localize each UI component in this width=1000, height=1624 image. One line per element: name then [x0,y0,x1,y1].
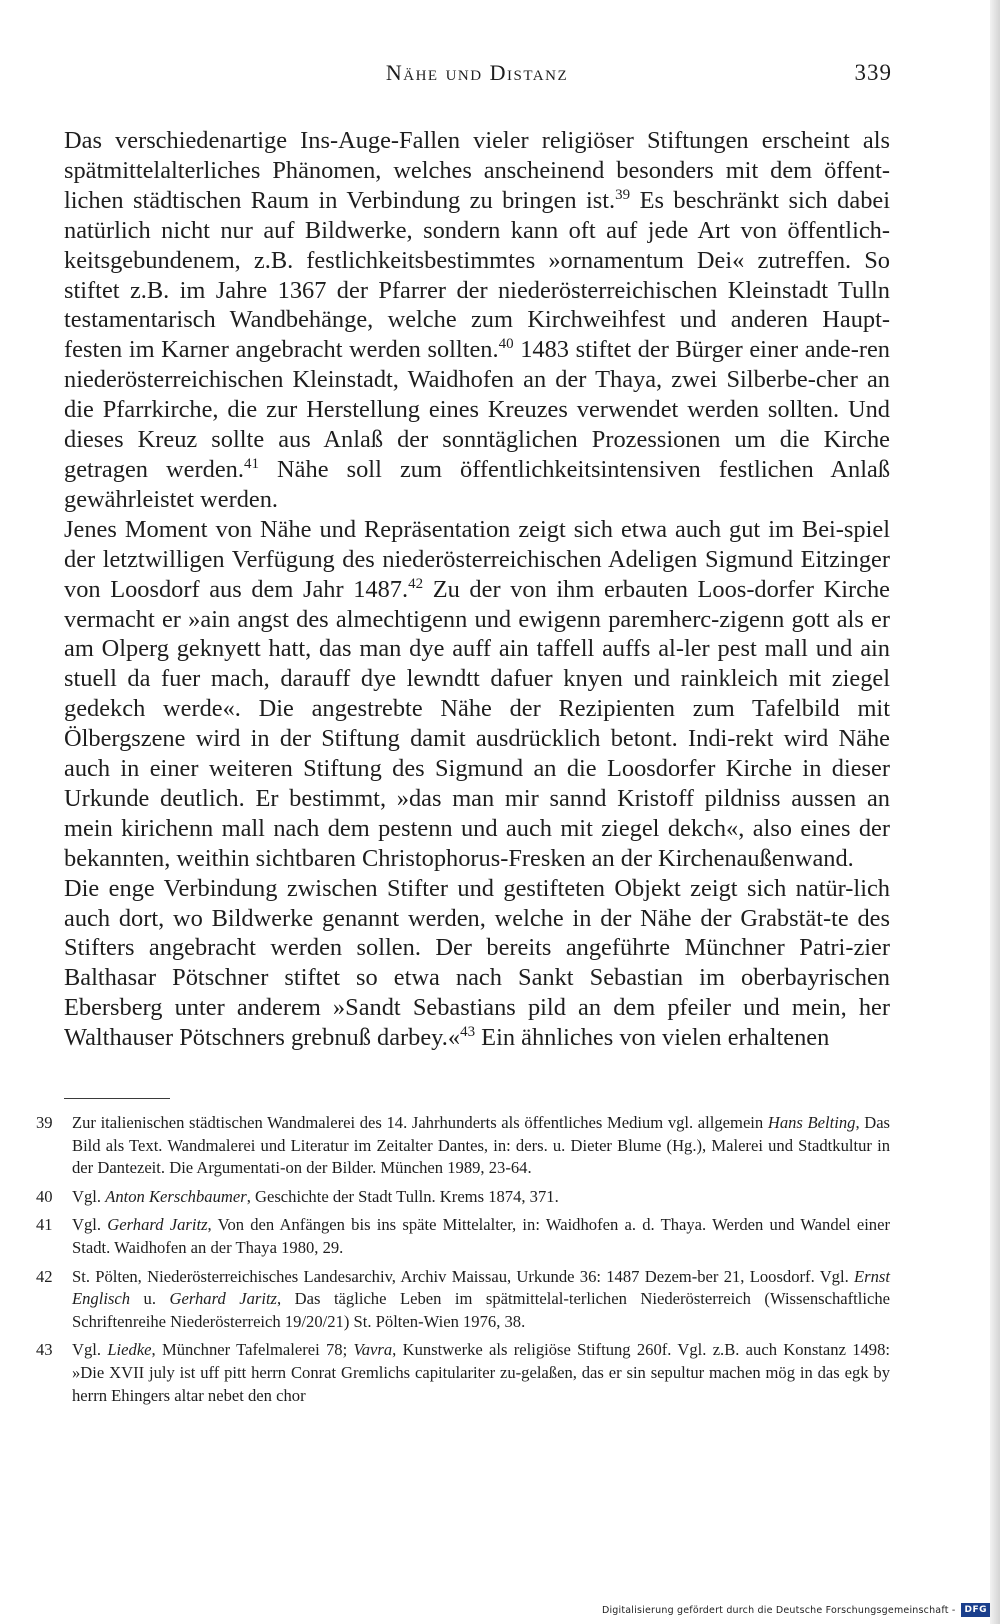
footnote-segment: St. Pölten, Niederösterreichisches Landesarchiv, Archiv Maissau, Urkunde 36: 1487 Dezem-ber 21, Loosdorf. Vgl. [72,1266,855,1286]
paragraph-text: Die enge Verbindung zwischen Stifter und gestifteten Objekt zeigt sich natür-lich auch dort, wo Bildwerke genannt werden, welche in der Nähe der Grabstät-te des Stifters angebracht werden sollen. Der bereits angeführte Münchner Patri-zier Balthasar Pötschner stiftet so etwa nach Sankt Sebastian im oberbayrischen Ebersberg unter anderem »Sandt Sebastians pild an dem pfeiler und mein, her Walthauser Pötschners grebnuß darbey.« [64,874,890,1052]
footnote-segment: , Kunstwerke als religiöse Stiftung 260f. Vgl. z.B. auch Konstanz 1498: »Die XVII july ist uff pitt herrn Conrat Gremlichs capitulariter zu-gelaßen, das er sin sepultur machen mög in das egk by herrn Ehingers altar nebet den chor [72,1340,891,1405]
footnote-segment: Vgl. [72,1186,106,1206]
paragraph-text: Nähe soll zum öffentlichkeitsintensiven festlichen Anlaß gewährleistet werden. [64,455,891,513]
cited-author: Vavra [353,1340,393,1360]
footnote-segment: u. [130,1289,170,1309]
footnote-text [72,1112,890,1180]
footnote-number: 43 [36,1340,53,1360]
paragraph-text: Jenes Moment von Nähe und Repräsentation zeigt sich etwa auch gut im Bei-spiel der letztwilligen Verfügung des niederösterreichischen Adeligen Sigmund Eitzinger von Loosdorf aus dem Jahr 1487. [64,515,890,603]
footnote-segment: Zur italienischen städtischen Wandmalerei des 14. Jahrhunderts als öffentliches Medium vgl. allgemein [72,1113,768,1132]
cited-author: Gerhard Jaritz [169,1289,278,1309]
footnote-mark: 41 [243,455,259,472]
footnote [36,1186,890,1209]
footnote-mark: 40 [498,336,514,353]
cited-author: Anton Kerschbaumer [105,1186,247,1206]
cited-author: Hans Belting [767,1113,856,1132]
footnote-text [72,1339,890,1407]
footnote-segment: Vgl. [72,1340,108,1360]
page-edge-shadow [990,0,1000,1624]
footnote-number: 40 [36,1186,53,1206]
footnote-text [72,1214,890,1259]
footnote [36,1266,890,1334]
running-title: Nähe und Distanz [385,60,569,85]
footnote-text [72,1266,890,1334]
paragraph-text: Das verschiedenartige Ins-Auge-Fallen vieler religiöser Stiftungen erscheint als spätmittelalterliches Phänomen, welches anscheinend besonders mit dem öffent-lichen städtischen Raum in Verbindung zu bringen ist. [64,127,890,214]
running-head [62,60,892,94]
paragraph-text: 1483 stiftet der Bürger einer ande-ren niederösterreichischen Kleinstadt, Waidhofen an der Thaya, zwei Silberbe-cher an die Pfarrkirche, die zur Herstellung eines Kreuzes verwendet werden sollten. Und dieses Kreuz sollte aus Anlaß der sonntäglichen Prozessionen um die Kirche getragen werden. [64,336,891,483]
cited-author: Liedke [107,1340,152,1360]
footnote-mark: 42 [408,575,424,592]
footnote-number: 41 [36,1215,53,1235]
footnote-text [72,1186,890,1209]
footnote-mark: 39 [615,186,631,203]
footnote-rule [64,1098,170,1099]
footnote-number: 42 [36,1266,53,1286]
footnote-segment: , Von den Anfängen bis ins späte Mittelalter, in: Waidhofen a. d. Thaya. Werden und Wandel einer Stadt. Waidhofen an der Thaya 1980, 29. [72,1215,890,1257]
footnote-segment: , Das Bild als Text. Wandmalerei und Literatur im Zeitalter Dantes, in: ders. u. Dieter Blume (Hg.), Malerei und Stadtkultur in der Dantezeit. Die Argumentati-on der Bilder. München 1989, 23-64. [72,1113,891,1178]
body-text [64,126,890,1053]
paragraph-text: Es beschränkt sich dabei natürlich nicht nur auf Bildwerke, sondern kann oft auf jede Art von öffentlich-keitsgebundenem, z.B. festlichkeitsbestimmtes »ornamentum Dei« zutreffen. So stiftet z.B. im Jahre 1367 der Pfarrer der niederösterreichischen Kleinstadt Tulln testamentarisch Wandbehänge, welche zum Kirchweihfest und anderen Haupt-festen im Karner angebracht werden sollten. [64,186,890,364]
footnote-mark: 43 [460,1024,476,1041]
body-paragraph [64,126,890,515]
footnote-segment: Vgl. [72,1215,108,1235]
cited-author: Ernst Englisch [72,1266,890,1309]
footnote-segment: , Das tägliche Leben im spätmittelal-terlichen Niederösterreich (Wissenschaftliche Schriftenreihe Niederösterreich 19/20/21) St. Pölten-Wien 1976, 38. [72,1289,890,1331]
paragraph-text: Zu der von ihm erbauten Loos-dorfer Kirche vermacht er »ain angst des almechtigenn und ewigenn paremherc-zigenn gott als er am Olperg geknyett hatt, das man dye auff ain taffell auffs al-ler pest mall und ain stuell da fuer mach, darauff dye lewndtt dafuer knyen und rainkleich mit ziegel gedekch werde«. Die angestrebte Nähe der Rezipienten zum Tafelbild mit Ölbergszene wird in der Stiftung damit ausdrücklich betont. Indi-rekt wird Nähe auch in einer weiteren Stiftung des Sigmund an die Loosdorfer Kirche in dieser Urkunde deutlich. Er bestimmt, »das man mir sannd Kristoff pildniss aussen an mein kirichenn mall nach dem pestenn und auch mit ziegel dekch«, also eines der bekannten, weithin sichtbaren Christophorus-Fresken an der Kirchenaußenwand. [64,575,890,872]
footnote-segment: , Münchner Tafelmalerei 78; [151,1340,354,1360]
footnote [36,1339,890,1407]
footnote [36,1112,890,1180]
page-number: 339 [854,60,892,85]
footnote-number: 39 [36,1113,53,1132]
dfg-logo: DFG [961,1603,990,1617]
footnote [36,1214,890,1259]
footnotes [36,1112,890,1413]
cited-author: Gerhard Jaritz [107,1215,208,1235]
body-paragraph [64,874,890,1053]
paragraph-text: Ein ähnliches von vielen erhaltenen [475,1024,830,1052]
funding-note: Digitalisierung gefördert durch die Deutsche Forschungsgemeinschaft - [601,1604,956,1616]
body-paragraph [64,515,890,874]
footnote-segment: , Geschichte der Stadt Tulln. Krems 1874, 371. [246,1186,559,1206]
digitization-footer [602,1600,990,1620]
